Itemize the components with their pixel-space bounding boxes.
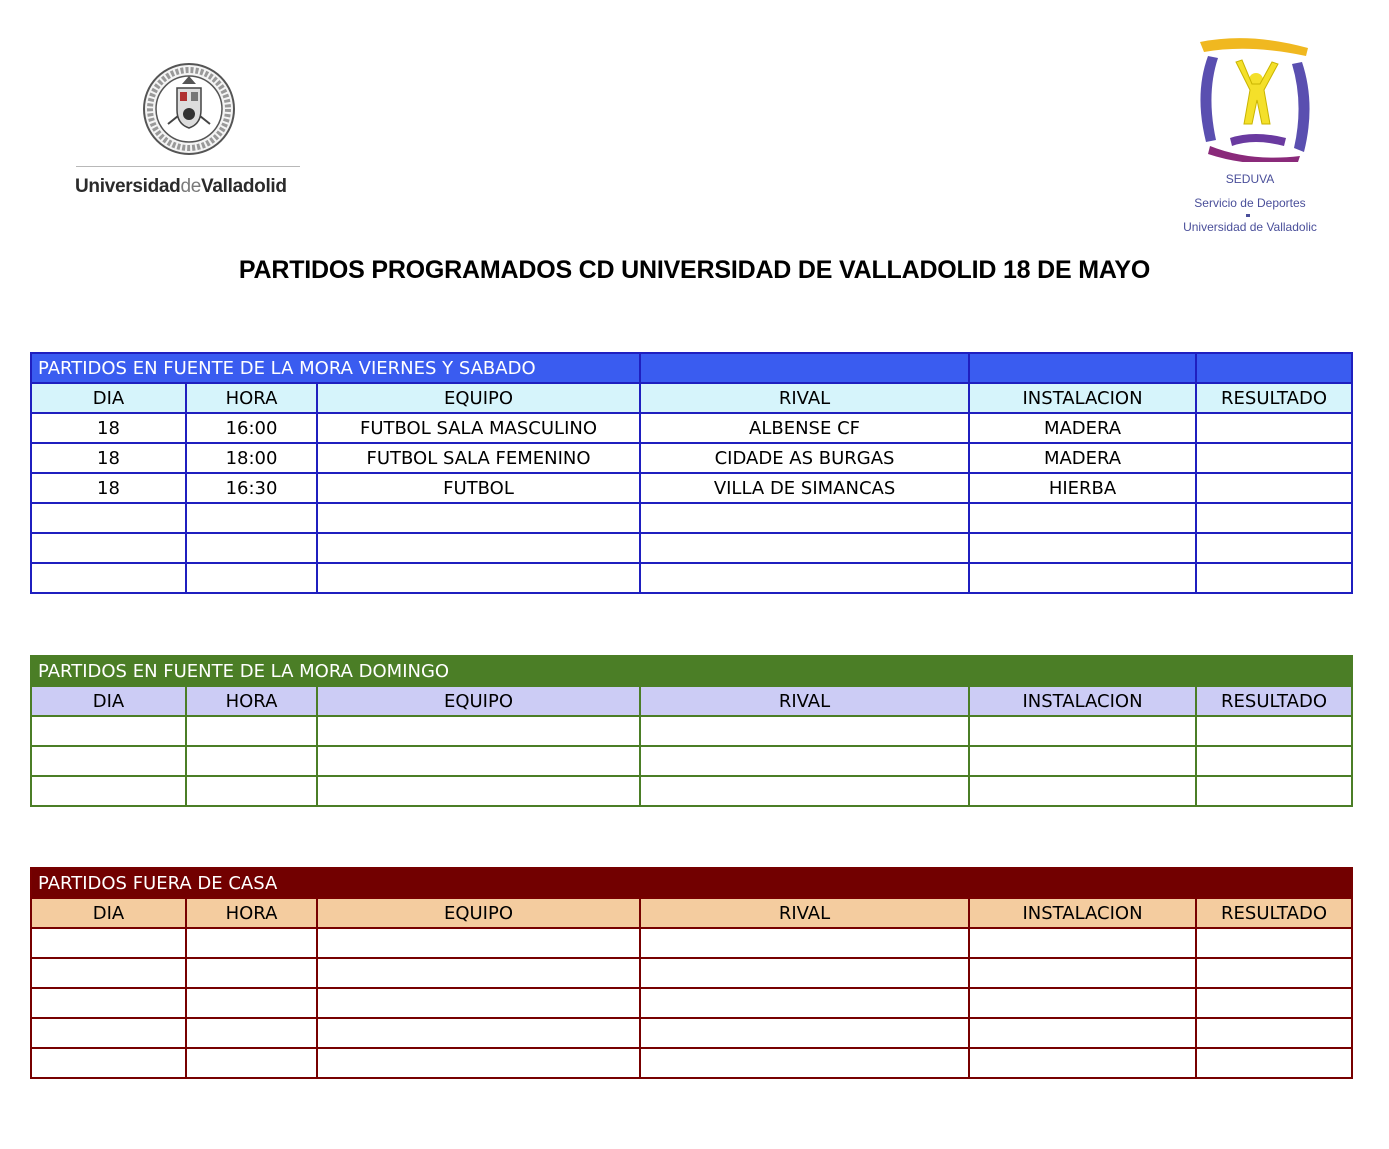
uva-seal-icon [142, 62, 236, 156]
cell-dia [31, 776, 186, 806]
column-header-rival: RIVAL [640, 383, 969, 413]
cell-dia [31, 958, 186, 988]
cell-rival [640, 1018, 969, 1048]
column-header-equipo: EQUIPO [317, 383, 640, 413]
cell-resultado [1196, 443, 1352, 473]
cell-equipo [317, 776, 640, 806]
section-title-blank-cell [640, 353, 969, 383]
section-title-blank-cell [969, 353, 1196, 383]
cell-resultado [1196, 746, 1352, 776]
seduva-university: Universidad de Valladolic [1183, 220, 1317, 234]
cell-equipo: FUTBOL SALA MASCULINO [317, 413, 640, 443]
cell-rival [640, 928, 969, 958]
cell-equipo: FUTBOL [317, 473, 640, 503]
table-row [31, 988, 1352, 1018]
uva-logo [72, 62, 304, 202]
section-title: PARTIDOS EN FUENTE DE LA MORA DOMINGO [31, 656, 1352, 686]
uva-name-right: Valladolid [201, 176, 287, 197]
matches-table-home-sunday [30, 655, 1353, 807]
cell-resultado [1196, 928, 1352, 958]
column-header-instalacion: INSTALACION [969, 383, 1196, 413]
cell-equipo [317, 563, 640, 593]
table-row [31, 928, 1352, 958]
cell-rival [640, 716, 969, 746]
column-header-hora: HORA [186, 686, 317, 716]
cell-rival: ALBENSE CF [640, 413, 969, 443]
table-row [31, 746, 1352, 776]
cell-instalacion [969, 533, 1196, 563]
cell-dia: 18 [31, 473, 186, 503]
column-header-instalacion: INSTALACION [969, 686, 1196, 716]
column-header-row [31, 383, 1352, 413]
cell-hora: 16:00 [186, 413, 317, 443]
cell-dia [31, 988, 186, 1018]
table-row [31, 958, 1352, 988]
table-row [31, 503, 1352, 533]
cell-rival [640, 988, 969, 1018]
cell-equipo [317, 716, 640, 746]
cell-resultado [1196, 473, 1352, 503]
cell-rival [640, 503, 969, 533]
cell-instalacion: HIERBA [969, 473, 1196, 503]
column-header-equipo: EQUIPO [317, 686, 640, 716]
table-row [31, 533, 1352, 563]
column-header-hora: HORA [186, 898, 317, 928]
seduva-dot [1246, 214, 1250, 217]
cell-dia [31, 563, 186, 593]
table-row [31, 443, 1352, 473]
column-header-row [31, 898, 1352, 928]
cell-resultado [1196, 776, 1352, 806]
table-row [31, 563, 1352, 593]
section-title: PARTIDOS FUERA DE CASA [31, 868, 1352, 898]
cell-dia [31, 533, 186, 563]
cell-rival [640, 746, 969, 776]
page-title: PARTIDOS PROGRAMADOS CD UNIVERSIDAD DE VALLADOLID 18 DE MAYO [238, 256, 1151, 284]
cell-resultado [1196, 533, 1352, 563]
matches-table-home-weekend [30, 352, 1353, 594]
cell-instalacion [969, 563, 1196, 593]
cell-instalacion [969, 1018, 1196, 1048]
cell-rival: VILLA DE SIMANCAS [640, 473, 969, 503]
cell-hora [186, 1048, 317, 1078]
table-row [31, 716, 1352, 746]
cell-hora [186, 776, 317, 806]
cell-dia [31, 716, 186, 746]
cell-dia [31, 746, 186, 776]
cell-hora: 16:30 [186, 473, 317, 503]
cell-resultado [1196, 958, 1352, 988]
cell-rival [640, 776, 969, 806]
cell-hora [186, 958, 317, 988]
cell-equipo [317, 1048, 640, 1078]
section-title-row [31, 656, 1352, 686]
table-row [31, 413, 1352, 443]
column-header-resultado: RESULTADO [1196, 383, 1352, 413]
cell-instalacion [969, 928, 1196, 958]
cell-instalacion: MADERA [969, 443, 1196, 473]
cell-instalacion [969, 746, 1196, 776]
section-title-row [31, 868, 1352, 898]
section-title: PARTIDOS EN FUENTE DE LA MORA VIERNES Y SABADO [31, 353, 640, 383]
cell-rival: CIDADE AS BURGAS [640, 443, 969, 473]
cell-hora [186, 563, 317, 593]
seduva-name: SEDUVA [1225, 172, 1275, 186]
cell-instalacion [969, 716, 1196, 746]
cell-equipo [317, 503, 640, 533]
section-title-blank-cell [1196, 353, 1352, 383]
cell-dia [31, 1048, 186, 1078]
cell-instalacion: MADERA [969, 413, 1196, 443]
cell-equipo: FUTBOL SALA FEMENINO [317, 443, 640, 473]
cell-equipo [317, 988, 640, 1018]
cell-resultado [1196, 716, 1352, 746]
cell-hora [186, 533, 317, 563]
column-header-equipo: EQUIPO [317, 898, 640, 928]
cell-dia [31, 1018, 186, 1048]
cell-rival [640, 958, 969, 988]
uva-name-de: de [180, 176, 202, 197]
cell-rival [640, 533, 969, 563]
uva-wordmark [75, 176, 287, 198]
cell-resultado [1196, 988, 1352, 1018]
column-header-instalacion: INSTALACION [969, 898, 1196, 928]
seduva-logo [1184, 34, 1324, 244]
cell-hora [186, 1018, 317, 1048]
column-header-resultado: RESULTADO [1196, 898, 1352, 928]
cell-hora [186, 716, 317, 746]
cell-hora [186, 746, 317, 776]
column-header-dia: DIA [31, 898, 186, 928]
cell-instalacion [969, 1048, 1196, 1078]
cell-instalacion [969, 988, 1196, 1018]
cell-resultado [1196, 1018, 1352, 1048]
cell-instalacion [969, 958, 1196, 988]
cell-dia: 18 [31, 413, 186, 443]
uva-divider [76, 166, 300, 167]
column-header-resultado: RESULTADO [1196, 686, 1352, 716]
cell-rival [640, 1048, 969, 1078]
cell-instalacion [969, 503, 1196, 533]
seduva-subtitle: Servicio de Deportes [1194, 196, 1306, 210]
cell-hora [186, 988, 317, 1018]
cell-instalacion [969, 776, 1196, 806]
cell-dia: 18 [31, 443, 186, 473]
table-row [31, 1048, 1352, 1078]
column-header-dia: DIA [31, 686, 186, 716]
cell-equipo [317, 533, 640, 563]
cell-resultado [1196, 503, 1352, 533]
cell-dia [31, 928, 186, 958]
column-header-hora: HORA [186, 383, 317, 413]
cell-equipo [317, 746, 640, 776]
cell-hora: 18:00 [186, 443, 317, 473]
column-header-rival: RIVAL [640, 898, 969, 928]
cell-equipo [317, 1018, 640, 1048]
cell-resultado [1196, 413, 1352, 443]
column-header-dia: DIA [31, 383, 186, 413]
column-header-rival: RIVAL [640, 686, 969, 716]
cell-resultado [1196, 563, 1352, 593]
table-row [31, 473, 1352, 503]
cell-equipo [317, 928, 640, 958]
cell-rival [640, 563, 969, 593]
section-title-row [31, 353, 1352, 383]
matches-table-away [30, 867, 1353, 1079]
cell-resultado [1196, 1048, 1352, 1078]
seduva-athlete-icon [1190, 34, 1316, 162]
uva-name-left: Universidad [75, 176, 181, 197]
cell-equipo [317, 958, 640, 988]
column-header-row [31, 686, 1352, 716]
table-row [31, 1018, 1352, 1048]
cell-hora [186, 928, 317, 958]
cell-dia [31, 503, 186, 533]
cell-hora [186, 503, 317, 533]
table-row [31, 776, 1352, 806]
